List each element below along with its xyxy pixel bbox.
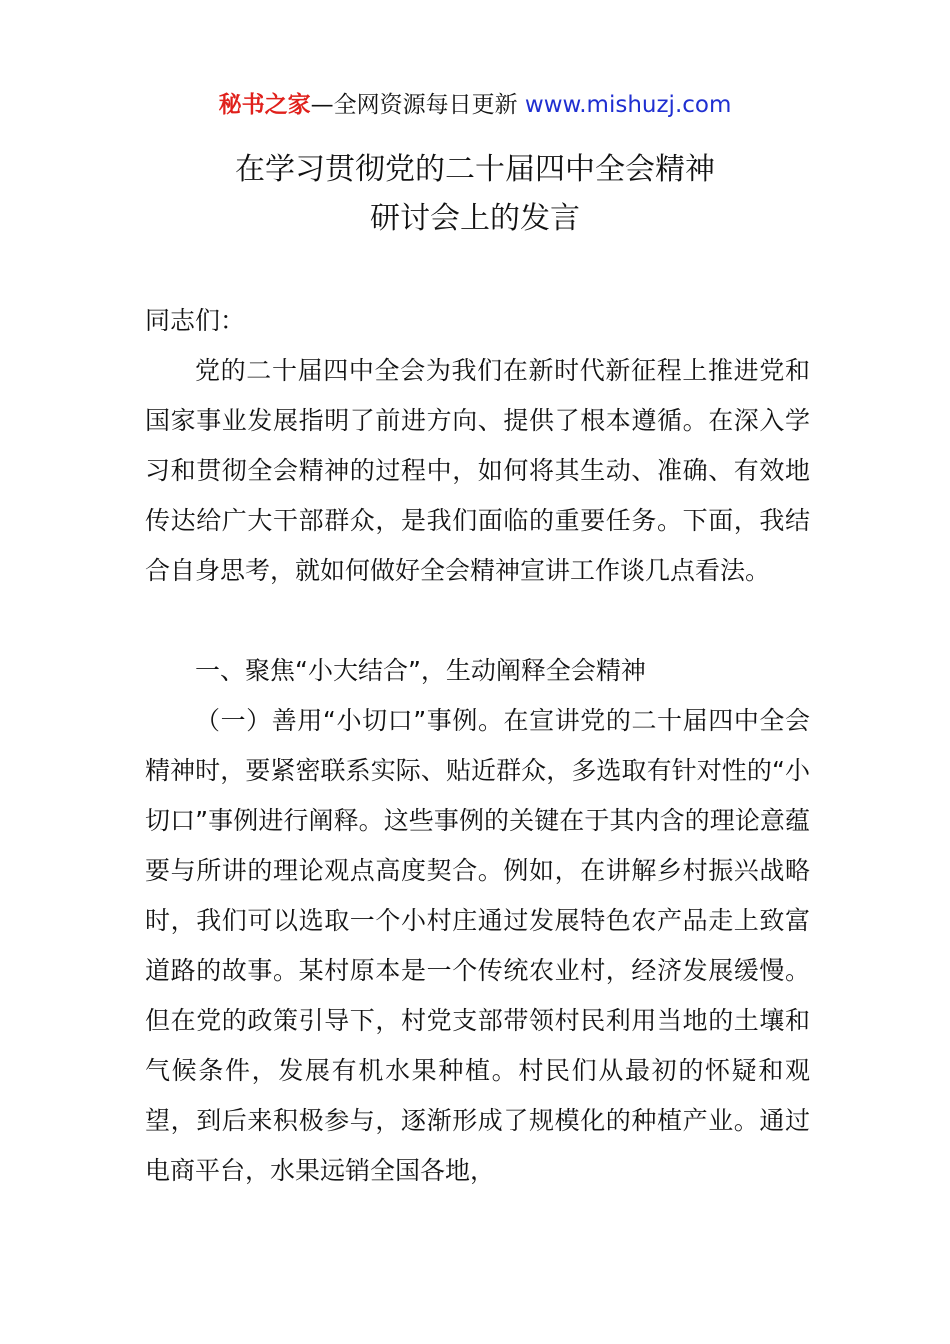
header-tagline: —全网资源每日更新 <box>310 92 525 118</box>
document-title-line-2: 研讨会上的发言 <box>370 201 580 236</box>
site-url-link[interactable]: www.mishuzj.com <box>524 92 732 118</box>
greeting: 同志们： <box>145 306 246 335</box>
paragraph-section-1-1: （一）善用“小切口”事例。在宣讲党的二十届四中全会精神时，要紧密联系实际、贴近群众，多选取有针对性的“小切口”事例进行阐释。这些事例的关键在于其内含的理论意蕴要与所讲的理论观点高度契合。例如，在讲解乡村振兴战略时，我们可以选取一个小村庄通过发展特色农产品走上致富道路的故事。某村原本是一个传统农业村，经济发展缓慢。但在党的政策引导下，村党支部带领村民利用当地的土壤和气候条件，发展有机水果种植。村民们从最初的怀疑和观望，到后来积极参与，逐渐形成了规模化的种植产业。通过电商平台，水果远销全国各地， <box>145 706 810 1185</box>
site-header <box>0 88 950 122</box>
section-heading-1: 一、聚焦“小大结合”，生动阐释全会精神 <box>195 656 646 685</box>
paragraph-intro: 党的二十届四中全会为我们在新时代新征程上推进党和国家事业发展指明了前进方向、提供了根本遵循。在深入学习和贯彻全会精神的过程中，如何将其生动、准确、有效地传达给广大干部群众，是我们面临的重要任务。下面，我结合自身思考，就如何做好全会精神宣讲工作谈几点看法。 <box>145 356 810 585</box>
brand-name: 秘书之家 <box>218 92 311 118</box>
document-title-line-1: 在学习贯彻党的二十届四中全会精神 <box>235 152 715 187</box>
